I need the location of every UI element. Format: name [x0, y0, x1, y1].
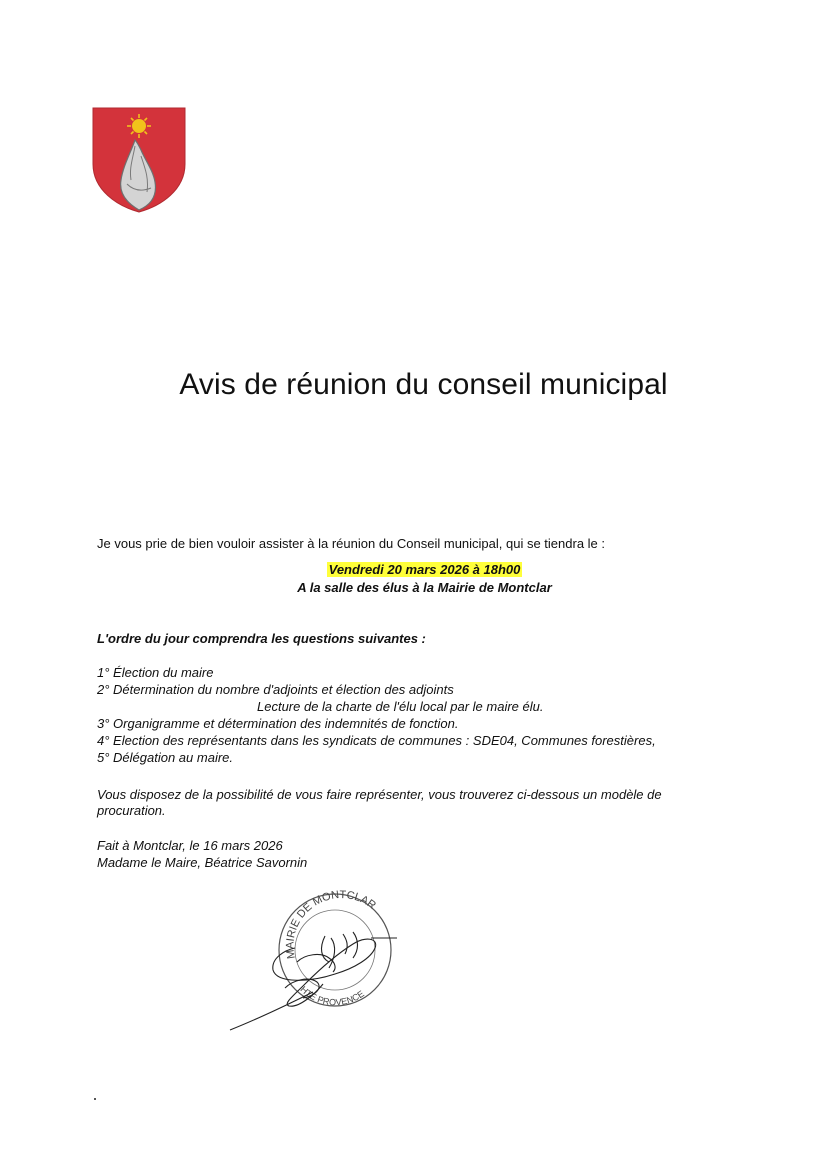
page-title: Avis de réunion du conseil municipal: [179, 368, 668, 401]
agenda-item: 3° Organigramme et détermination des indemnités de fonction.: [97, 716, 459, 731]
coat-of-arms-logo: [91, 106, 187, 214]
intro-text: Je vous prie de bien vouloir assister à la réunion du Conseil municipal, qui se tiendra le :: [97, 536, 606, 551]
scan-speck: [94, 1098, 96, 1100]
agenda-subitem: Lecture de la charte de l'élu local par le maire élu.: [257, 699, 544, 714]
agenda-item: 2° Détermination du nombre d'adjoints et élection des adjoints: [97, 682, 454, 697]
place-date: Fait à Montclar, le 16 mars 2026: [97, 838, 283, 853]
agenda-heading: L'ordre du jour comprendra les questions suivantes :: [97, 631, 426, 646]
signature: [230, 932, 397, 1030]
signoff-block: [97, 837, 307, 871]
stamp-text-bottom: HTE PROVENCE: [298, 984, 366, 1008]
agenda-item: 5° Délégation au maire.: [97, 750, 233, 765]
agenda-list: [97, 664, 656, 766]
meeting-date-highlight: Vendredi 20 mars 2026 à 18h00: [328, 562, 521, 577]
mairie-stamp-signature: [225, 888, 405, 1038]
meeting-place: A la salle des élus à la Mairie de Montclar: [297, 580, 552, 595]
signatory: Madame le Maire, Béatrice Savornin: [97, 855, 308, 870]
stamp-text-top: MAIRIE DE MONTCLAR: [284, 888, 378, 960]
meeting-date-line: [0, 562, 827, 577]
agenda-item: 1° Élection du maire: [97, 665, 214, 680]
proxy-paragraph: Vous disposez de la possibilité de vous faire représenter, vous trouverez ci-dessous un modèle de procuration.: [97, 787, 662, 818]
agenda-item: 4° Election des représentants dans les syndicats de communes : SDE04, Communes forestières,: [97, 733, 656, 748]
